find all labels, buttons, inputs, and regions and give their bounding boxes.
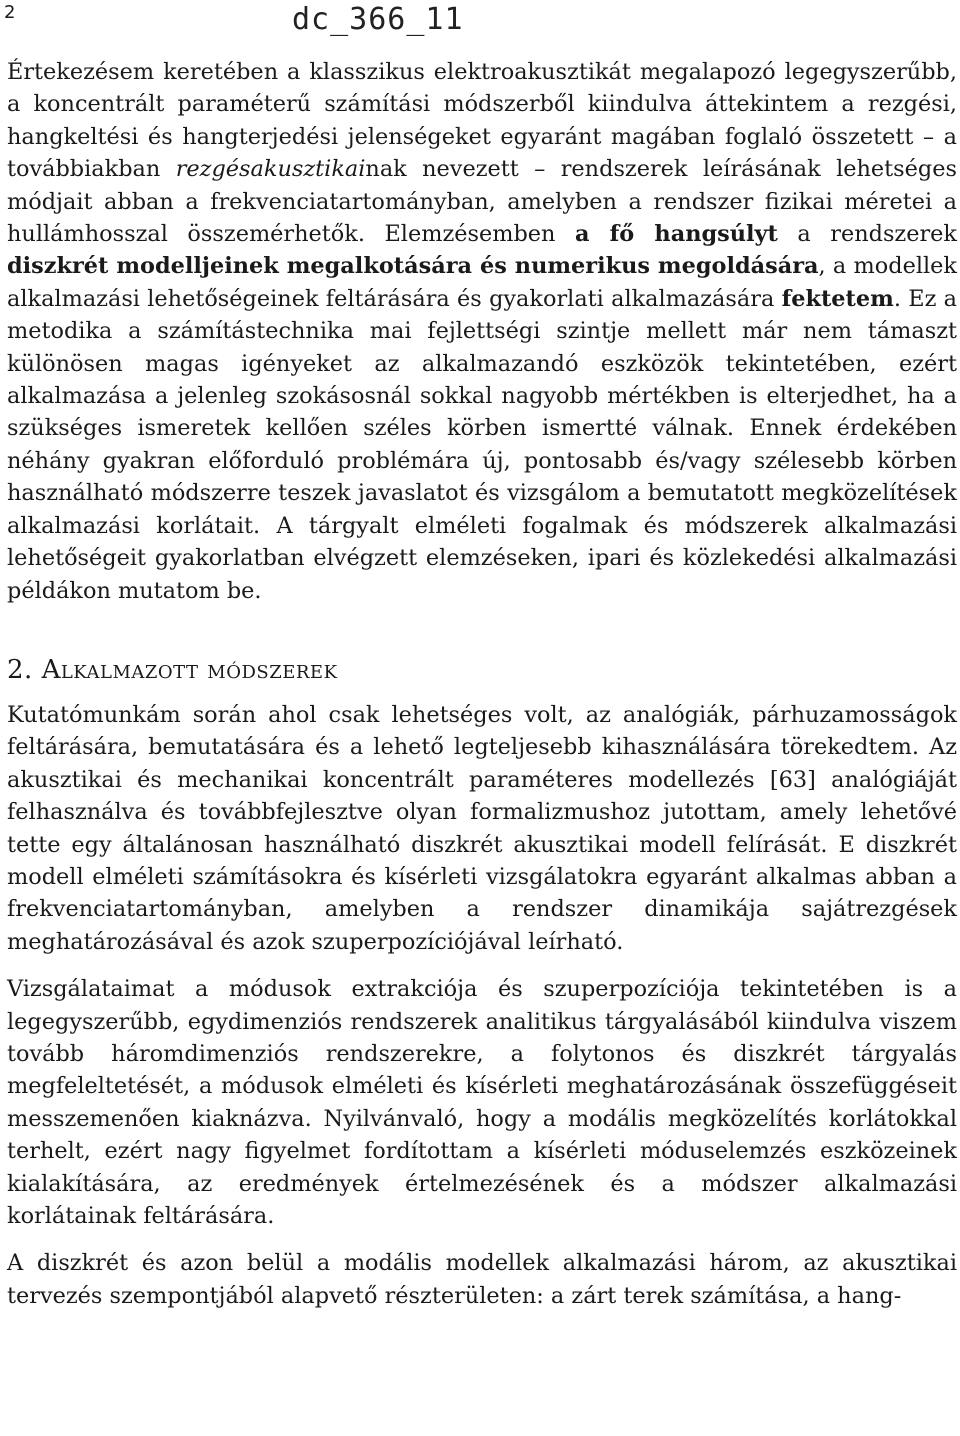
body-paragraph: A diszkrét és azon belül a modális modellek alkalmazási három, az akusztikai tervezés szempontjából alapvető részterületen: a zárt terek számítása, a hang- [7,1250,957,1309]
body-paragraph: Kutatómunkám során ahol csak lehetséges volt, az analógiák, párhuzamosságok feltárására, bemutatására és a lehető legteljesebb kihasználására törekedtem. Az akusztikai és mechanikai koncentrált paraméteres modellezés [63] analógiáját felhasználva és továbbfejlesztve olyan formalizmushoz jutottam, amely lehetővé tette egy általánosan használható diszkrét akusztikai modell felírását. E diszkrét modell elméleti számításokra és kísérleti vizsgálatokra egyaránt alkalmas abban a frekvenciatartományban, amelyben a rendszer dinamikája sajátrezgések meghatározásával és azok szuperpozíciójával leírható. [7,701,957,955]
intro-paragraph: Értekezésem keretében a klasszikus elektroakusztikát megalapozó legegyszerűbb, a koncentrált paraméterű számítási módszerből kiindulva áttekintem a rezgési, hangkeltési és hangterjedési jelenségeket egyaránt magában foglaló összetett – a továbbiakban rezgésakusztikainak nevezett – rendszerek leírásának lehetséges módjait abban a frekvenciatartományban, amelyben a rendszer fizikai méretei a hullámhosszal összemérhetők. Elemzésemben a fő hangsúlyt a rendszerek diszkrét modelljeinek megalkotására és numerikus megoldására, a modellek alkalmazási lehetőségeinek feltárására és gyakorlati alkalmazására fektetem. Ez a metodika a számítástechnika mai fejlettségi szintje mellett már nem támaszt különösen magas igényeket az alkalmazandó eszközök tekintetében, ezért alkalmazása a jelenleg szokásosnál sokkal nagyobb mértékben is elterjedhet, ha a szükséges ismeretek kellően széles körben ismertté válnak. Ennek érdekében néhány gyakran előforduló problémára új, pontosabb és/vagy szélesebb körben használható módszerre teszek javaslatot és vizsgálom a bemutatott megközelítések alkalmazási korlátait. A tárgyalt elméleti fogalmak és módszerek alkalmazási lehetőségeit gyakorlatban elvégzett elemzéseken, ipari és közlekedési alkalmazási példákon mutatom be. [7,59,958,604]
bold-phrase: a fő hangsúlyt [574,221,778,248]
italic-term: rezgésakusztikai [175,156,366,183]
bold-phrase: fektetem [781,285,894,312]
page-number: 2 [4,2,16,23]
section-title: Alkalmazott módszerek [41,654,338,685]
body-paragraph: Vizsgálataimat a módusok extrakciója és szuperpozíciója tekintetében is a legegyszerűbb, egydimenziós rendszerek analitikus tárgyalásából kiindulva viszem tovább háromdimenziós rendszerekre, a folytonos és diszkrét tárgyalás megfeleltetését, a módusok elméleti és kísérleti meghatározásának összefüggéseit messzemenően kiaknázva. Nyilvánvaló, hogy a modális megközelítés korlátokkal terhelt, ezért nagy figyelmet fordítottam a kísérleti móduselemzés eszközeinek kialakítására, az eredmények értelmezésének és a módszer alkalmazási korlátainak feltárására. [7,976,957,1229]
document-body [7,56,957,1312]
bold-phrase: diszkrét modelljeinek megalkotására és numerikus megoldására [7,253,819,280]
section-number: 2. [7,654,42,685]
document-id: dc_366_11 [292,2,464,37]
section-heading [7,649,957,691]
